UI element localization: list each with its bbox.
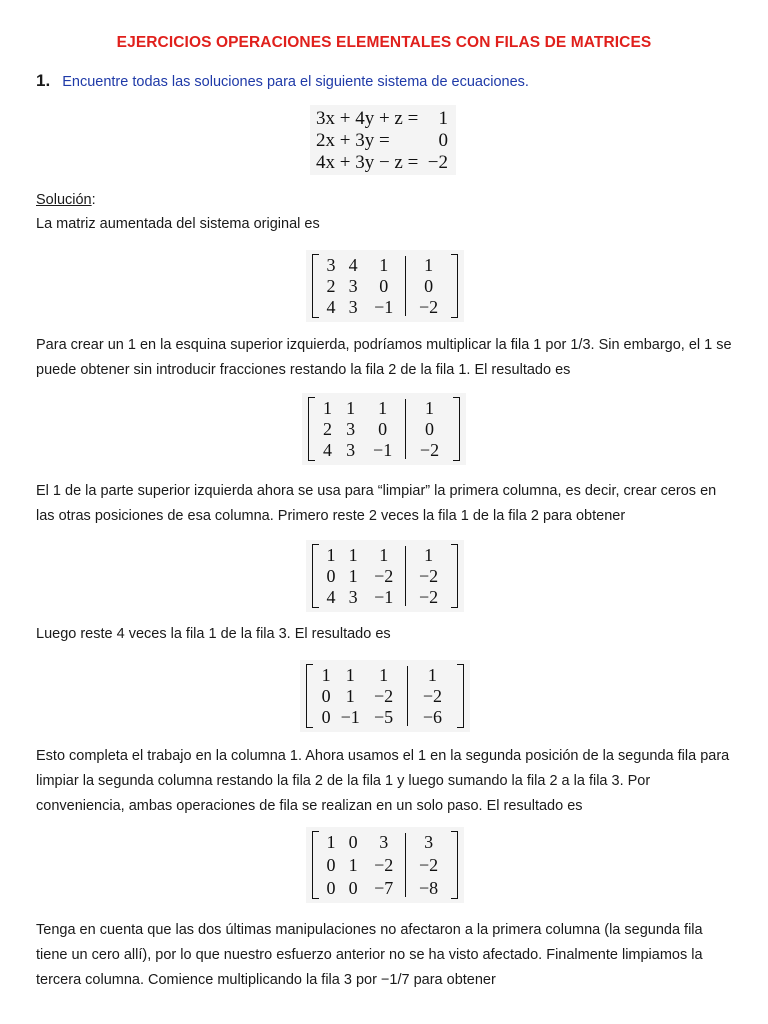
augmented-matrix-5	[306, 827, 464, 903]
matrix-cell: 3	[346, 419, 356, 439]
matrix-cell: 1	[348, 855, 358, 875]
right-bracket	[453, 397, 460, 461]
equation-3-rhs: −2	[427, 152, 448, 173]
matrix-cell: 0	[424, 276, 434, 296]
matrix-cell: 3	[346, 440, 356, 461]
matrix-cell: 1	[345, 664, 355, 685]
paragraph-1: La matriz aumentada del sistema original es	[36, 216, 320, 232]
solution-heading	[36, 188, 736, 213]
matrix-cell: 3	[379, 832, 389, 853]
matrix-cell: 4	[348, 254, 358, 275]
matrix-cell: 1	[425, 397, 434, 418]
matrix-cell: 0	[425, 419, 434, 439]
matrix-cell: −7	[374, 877, 394, 898]
matrix-cell: −1	[374, 587, 394, 608]
left-bracket	[308, 397, 315, 461]
left-bracket	[312, 254, 319, 318]
left-bracket	[306, 664, 313, 728]
matrix-cell: 1	[326, 544, 336, 565]
matrix-cell: −8	[419, 877, 439, 898]
right-bracket	[451, 254, 458, 318]
matrix-cell: 0	[321, 707, 331, 728]
equation-1: 3x + 4y + z =	[316, 108, 419, 129]
matrix-cell: 3	[348, 276, 358, 296]
matrix-cell: 1	[326, 832, 336, 853]
matrix-cell: −2	[419, 297, 439, 318]
matrix-cell: 3	[348, 297, 358, 318]
matrix-cell: 0	[326, 566, 336, 586]
left-bracket	[312, 831, 319, 899]
page-title: EJERCICIOS OPERACIONES ELEMENTALES CON FILAS DE MATRICES	[116, 34, 652, 51]
matrix-cell: 1	[346, 397, 356, 418]
matrix-cell: 1	[348, 544, 358, 565]
matrix-cell: 1	[323, 397, 333, 418]
matrix-cell: 0	[379, 276, 389, 296]
right-bracket	[451, 831, 458, 899]
augmented-matrix-1	[306, 250, 464, 322]
matrix-cell: 1	[379, 664, 389, 685]
paragraph-6: Tenga en cuenta que las dos últimas manipulaciones no afectaron a la primera columna (la segunda fila tiene un cero allí), por lo que nuestro esfuerzo anterior no se ha visto afectado. Finalmente limpiamos la tercera columna. Comience multiplicando la fila 3 por −1/7 para obtener	[36, 922, 703, 988]
paragraph-5: Esto completa el trabajo en la columna 1. Ahora usamos el 1 en la segunda posición de la segunda fila para limpiar la segunda columna restando la fila 2 de la fila 1 y luego sumando la fila 2 a la fila 3. Por conveniencia, ambas operaciones de fila se realizan en un solo paso. El resultado es	[36, 748, 730, 814]
augmented-matrix-2	[302, 393, 466, 465]
augmented-matrix-4	[300, 660, 470, 732]
matrix-cell: 3	[424, 832, 434, 853]
matrix-cell: −1	[374, 297, 394, 318]
matrix-cell: −1	[373, 440, 393, 461]
matrix-cell: 4	[326, 587, 336, 608]
matrix-cell: −1	[340, 707, 360, 728]
paragraph-2: Para crear un 1 en la esquina superior izquierda, podríamos multiplicar la fila 1 por 1/3. Sin embargo, el 1 se puede obtener sin introducir fracciones restando la fila 2 de la fila 1. El resultado es	[36, 337, 732, 378]
matrix-cell: 0	[326, 877, 336, 898]
matrix-cell: 1	[321, 664, 331, 685]
matrix-cell: 0	[348, 832, 358, 853]
matrix-cell: 1	[379, 544, 389, 565]
matrix-cell: −2	[419, 566, 439, 586]
solution-label: Solución	[36, 192, 92, 208]
matrix-cell: 0	[326, 855, 336, 875]
matrix-cell: 1	[427, 664, 437, 685]
matrix-cell: 1	[378, 397, 388, 418]
matrix-cell: 2	[323, 419, 333, 439]
augment-divider	[407, 666, 408, 726]
paragraph-4: Luego reste 4 veces la fila 1 de la fila 3. El resultado es	[36, 626, 391, 642]
matrix-cell: 0	[378, 419, 388, 439]
matrix-cell: 0	[321, 686, 331, 706]
equation-2: 2x + 3y =	[316, 130, 390, 151]
equation-1-rhs: 1	[438, 108, 448, 129]
left-bracket	[312, 544, 319, 608]
question-number: 1.	[36, 71, 51, 90]
equation-2-rhs: 0	[438, 130, 448, 151]
matrix-cell: 3	[348, 587, 358, 608]
matrix-cell: 1	[379, 254, 389, 275]
equation-3: 4x + 3y − z =	[316, 152, 419, 173]
matrix-cell: −2	[422, 686, 442, 706]
matrix-cell: 1	[424, 544, 434, 565]
right-bracket	[451, 544, 458, 608]
solution-colon: :	[91, 192, 96, 208]
question-1	[36, 71, 529, 91]
question-text: Encuentre todas las soluciones para el siguiente sistema de ecuaciones.	[62, 74, 529, 90]
matrix-cell: 1	[345, 686, 355, 706]
augment-divider	[405, 833, 406, 897]
augment-divider	[405, 399, 406, 459]
matrix-cell: −5	[373, 707, 394, 728]
right-bracket	[457, 664, 464, 728]
augment-divider	[405, 546, 406, 606]
matrix-cell: 1	[348, 566, 358, 586]
paragraph-3: El 1 de la parte superior izquierda ahora se usa para “limpiar” la primera columna, es decir, crear ceros en las otras posiciones de esa columna. Primero reste 2 veces la fila 1 de la fila 2 para obtener	[36, 483, 717, 524]
matrix-cell: 4	[323, 440, 333, 461]
augmented-matrix-3	[306, 540, 464, 612]
matrix-cell: −2	[419, 587, 439, 608]
matrix-cell: −2	[419, 440, 440, 461]
matrix-cell: −2	[373, 686, 394, 706]
equation-system	[310, 105, 456, 175]
matrix-cell: 2	[326, 276, 336, 296]
augment-divider	[405, 256, 406, 316]
matrix-cell: 3	[326, 254, 336, 275]
matrix-cell: 0	[348, 877, 358, 898]
matrix-cell: −2	[419, 855, 439, 875]
matrix-cell: −2	[374, 855, 394, 875]
matrix-cell: 1	[424, 254, 434, 275]
matrix-cell: 4	[326, 297, 336, 318]
matrix-cell: −6	[422, 707, 442, 728]
matrix-cell: −2	[374, 566, 394, 586]
